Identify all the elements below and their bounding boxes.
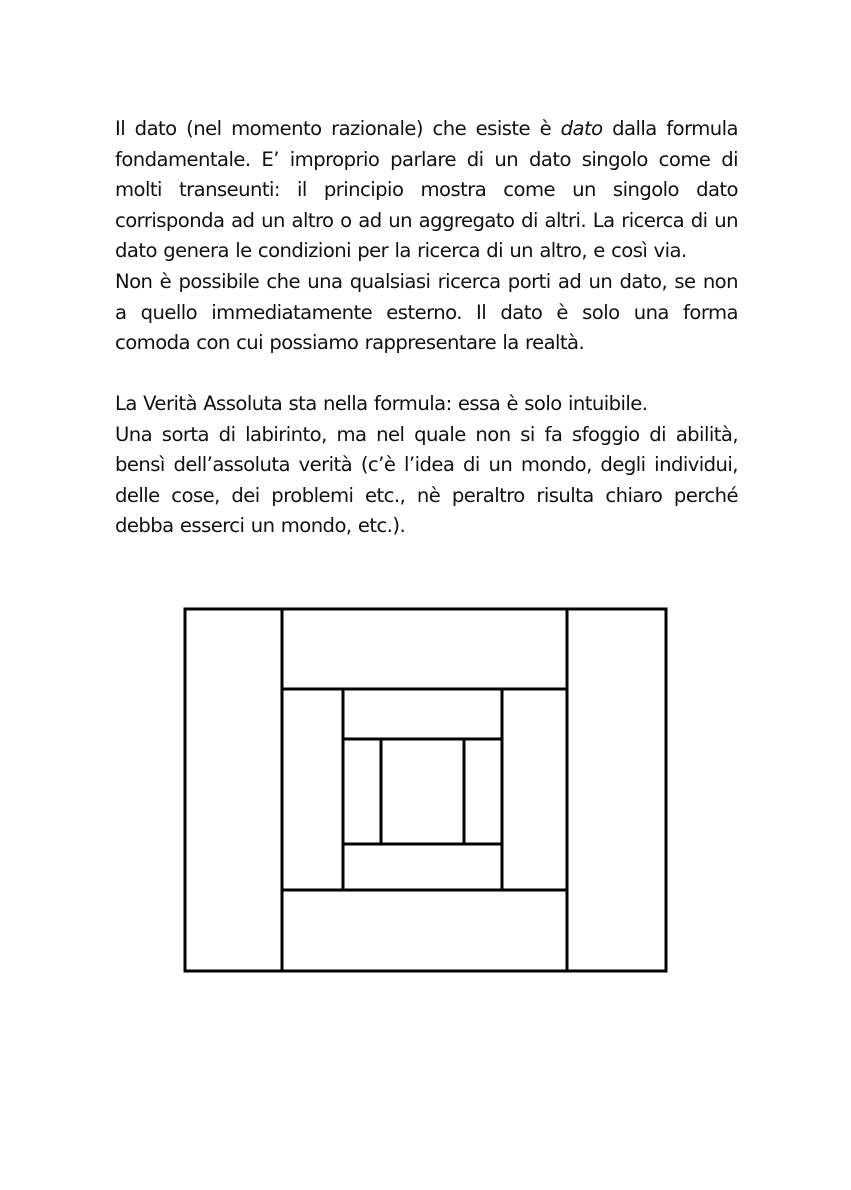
paragraph-dato-end: dalla formula fondamentale. E’ improprio parlare di un dato singolo come di molti transeunti: il principio mostra come un singolo dato corrisponda ad un altro o ad un aggregato di altri. La ricerca di un dato genera le condizioni per la ricerca di un altro, e così via.	[115, 117, 738, 263]
paragraph-labirinto: Una sorta di labirinto, ma nel quale non si fa sfoggio di abilità, bensì dell’assoluta verità (c’è l’idea di un mondo, degli individui, delle cose, dei problemi etc., nè peraltro risulta chiaro perché debba esserci un mondo, etc.).	[115, 422, 738, 538]
text-section-1	[115, 114, 738, 359]
italic-dato: dato	[560, 117, 603, 140]
labyrinth-diagram	[183, 607, 669, 974]
paragraph-ricerca: Non è possibile che una qualsiasi ricerca porti ad un dato, se non a quello immediatamente esterno. Il dato è solo una forma comoda con cui possiamo rappresentare la realtà.	[115, 269, 738, 355]
paragraph-dato	[115, 114, 738, 267]
outer-frame	[185, 609, 666, 971]
labyrinth-svg	[183, 607, 669, 974]
text-section-2	[115, 389, 738, 542]
paragraph-verita: La Verità Assoluta sta nella formula: essa è solo intuibile.	[115, 392, 648, 415]
paragraph-dato-start: Il dato (nel momento razionale) che esiste è	[115, 117, 561, 140]
